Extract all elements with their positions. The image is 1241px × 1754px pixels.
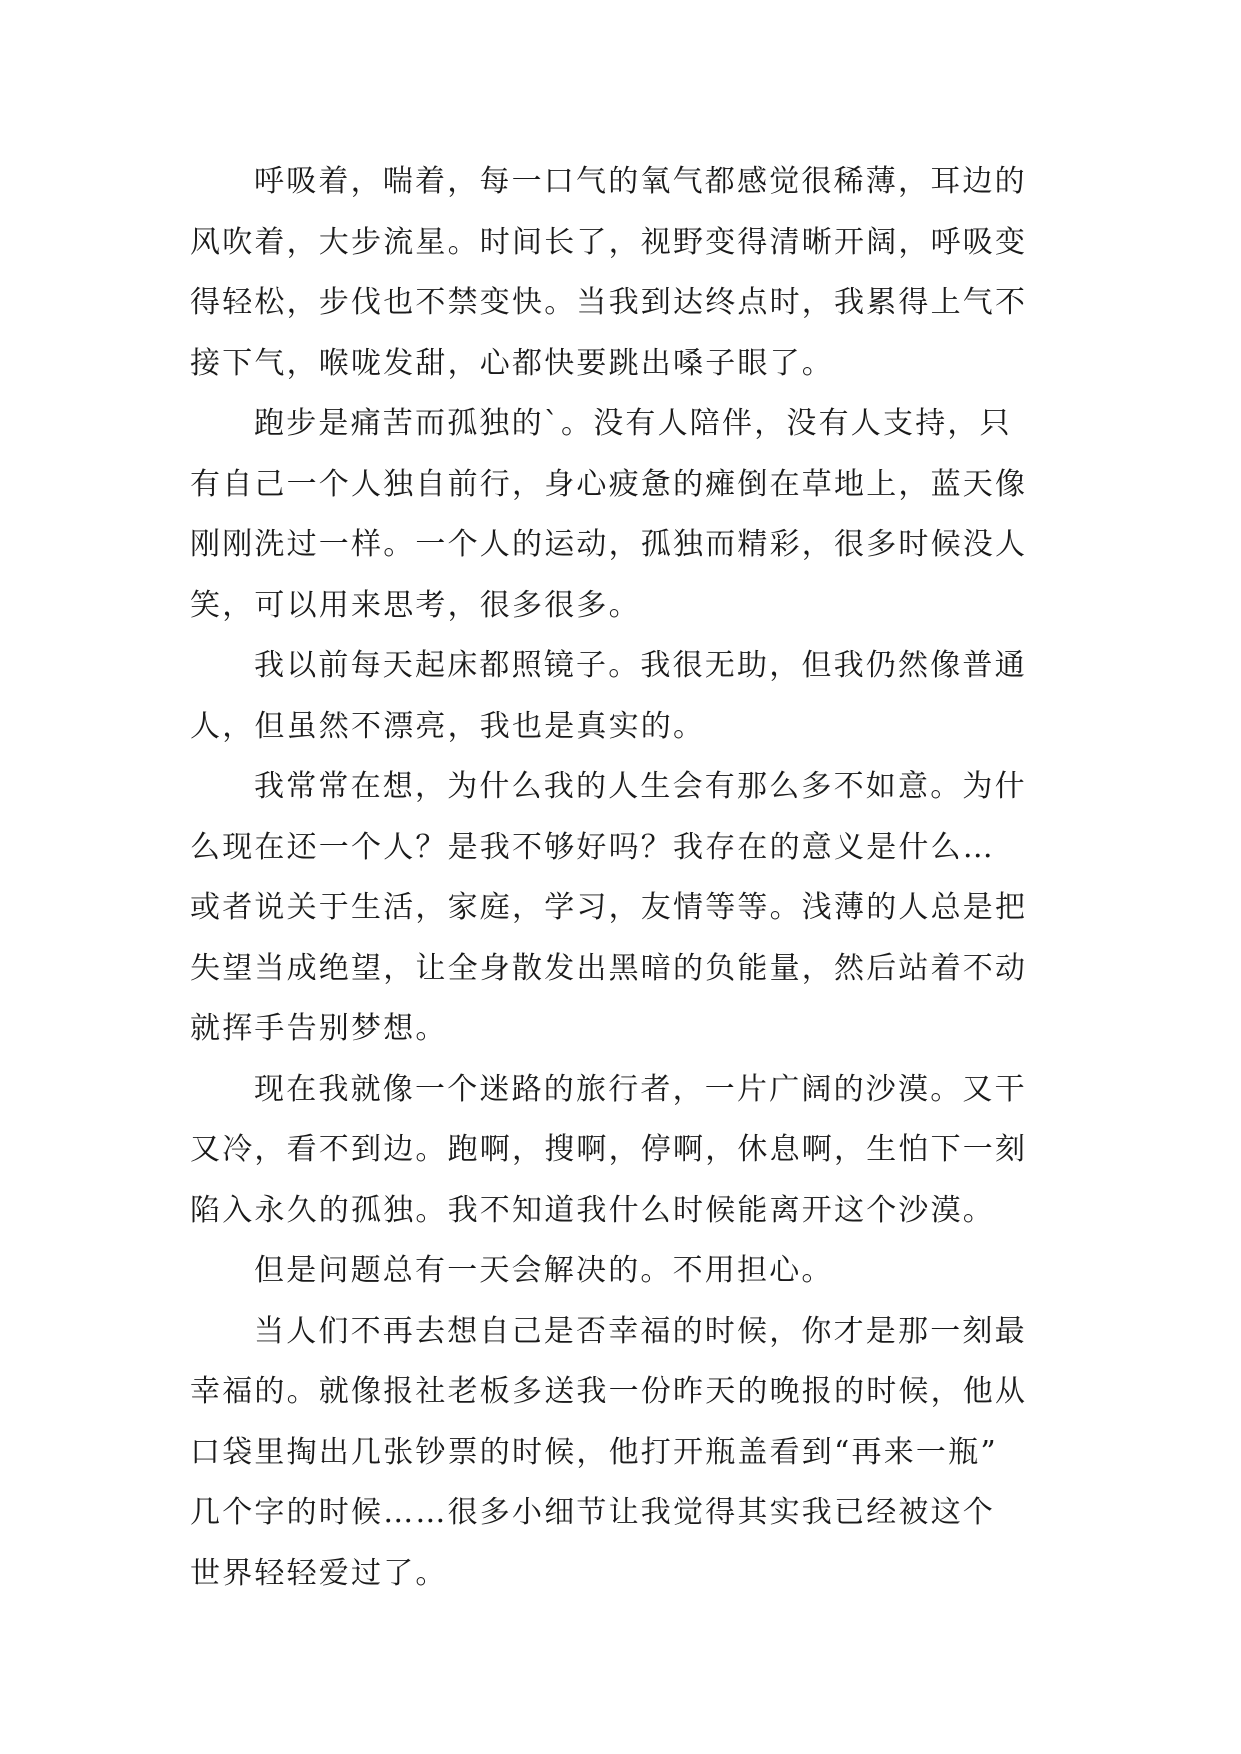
text-line: 但是问题总有一天会解决的。不用担心。: [254, 1253, 834, 1288]
text-line: 幸福的。就像报社老板多送我一份昨天的晚报的时候，他从: [190, 1374, 1028, 1409]
text-line: 有自己一个人独自前行，身心疲惫的瘫倒在草地上，蓝天像: [190, 466, 1028, 502]
text-line: 陷入永久的孤独。我不知道我什么时候能离开这个沙漠。: [190, 1192, 995, 1228]
text-line: 呼吸着，喘着，每一口气的氧气都感觉很稀薄，耳边的: [254, 164, 1027, 199]
text-line: 我常常在想，为什么我的人生会有那么多不如意。为什: [254, 769, 1027, 804]
paragraph: [190, 1241, 1052, 1302]
document-body: [190, 152, 1052, 1604]
text-line: 当人们不再去想自己是否幸福的时候，你才是那一刻最: [254, 1313, 1027, 1349]
text-line: 风吹着，大步流星。时间长了，视野变得清晰开阔，呼吸变: [190, 224, 1028, 260]
text-line: 口袋里掏出几张钞票的时候，他打开瓶盖看到“再来一瓶”: [190, 1434, 998, 1470]
text-line: 就挥手告别梦想。: [190, 1011, 448, 1046]
text-line: 笑，可以用来思考，很多很多。: [190, 587, 641, 623]
text-line: 人，但虽然不漂亮，我也是真实的。: [190, 708, 706, 744]
paragraph: [190, 757, 1052, 1060]
text-line: 得轻松，步伐也不禁变快。当我到达终点时，我累得上气不: [190, 285, 1028, 320]
text-line: 么现在还一个人？是我不够好吗？我存在的意义是什么…: [190, 829, 995, 865]
text-line: 我以前每天起床都照镜子。我很无助，但我仍然像普通: [254, 648, 1027, 683]
text-line: 或者说关于生活，家庭，学习，友情等等。浅薄的人总是把: [190, 890, 1028, 925]
text-line: 刚刚洗过一样。一个人的运动，孤独而精彩，很多时候没人: [190, 527, 1028, 562]
text-line: 现在我就像一个迷路的旅行者，一片广阔的沙漠。又干: [254, 1071, 1027, 1107]
paragraph: [190, 1302, 1052, 1605]
paragraph: [190, 636, 1052, 757]
text-line: 世界轻轻爱过了。: [190, 1555, 448, 1591]
paragraph: [190, 152, 1052, 394]
paragraph: [190, 1060, 1052, 1242]
text-line: 失望当成绝望，让全身散发出黑暗的负能量，然后站着不动: [190, 950, 1028, 986]
text-line: 跑步是痛苦而孤独的`。没有人陪伴，没有人支持，只: [254, 406, 1012, 441]
paragraph: [190, 394, 1052, 636]
text-line: 几个字的时候……很多小细节让我觉得其实我已经被这个: [190, 1495, 995, 1530]
text-line: 接下气，喉咙发甜，心都快要跳出嗓子眼了。: [190, 345, 834, 381]
text-line: 又冷，看不到边。跑啊，搜啊，停啊，休息啊，生怕下一刻: [190, 1132, 1028, 1167]
